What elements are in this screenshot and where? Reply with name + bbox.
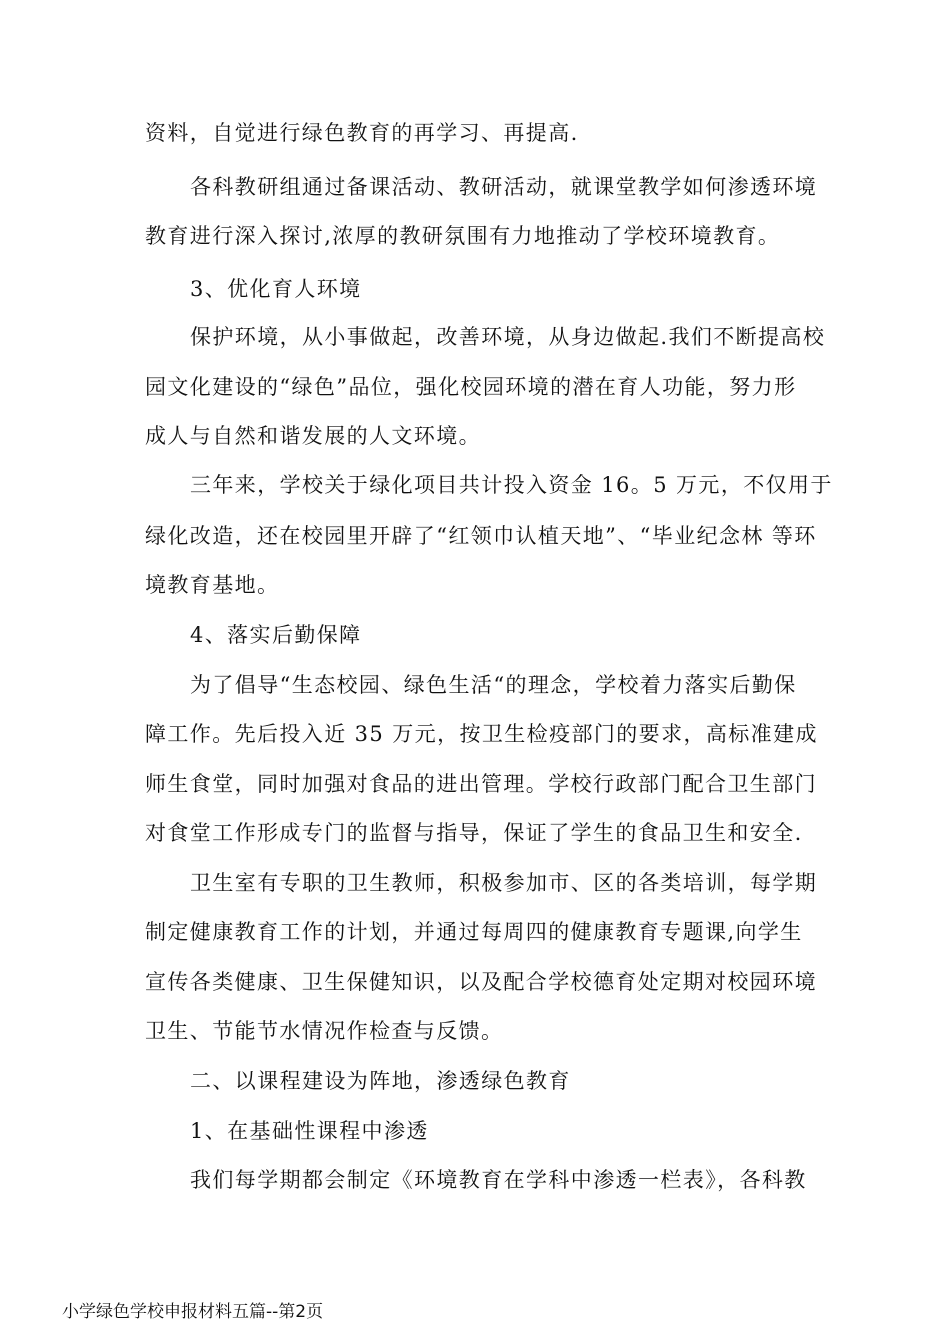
text-line: 园文化建设的“绿色”品位，强化校园环境的潜在育人功能，努力形: [145, 375, 797, 399]
text-line: 我们每学期都会制定《环境教育在学科中渗透一栏表》，各科教: [190, 1168, 807, 1192]
section-heading: 3、优化育人环境: [190, 277, 362, 301]
text-line: 师生食堂，同时加强对食品的进出管理。学校行政部门配合卫生部门: [145, 772, 817, 796]
text-line: 各科教研组通过备课活动、教研活动，就课堂教学如何渗透环境: [190, 175, 818, 199]
text-line: 保护环境，从小事做起，改善环境，从身边做起.我们不断提高校: [190, 325, 826, 349]
text-line: 三年来，学校关于绿化项目共计投入资金 16。5 万元，不仅用于: [190, 473, 833, 497]
text-line: 教育进行深入探讨,浓厚的教研氛围有力地推动了学校环境教育。: [145, 224, 781, 248]
text-line: 卫生、节能节水情况作检查与反馈。: [145, 1019, 504, 1043]
section-heading: 1、在基础性课程中渗透: [190, 1119, 429, 1143]
text-line: 制定健康教育工作的计划，并通过每周四的健康教育专题课,向学生: [145, 920, 803, 944]
text-line: 绿化改造，还在校园里开辟了“红领巾认植天地”、“毕业纪念林 等环: [145, 524, 817, 548]
text-line: 卫生室有专职的卫生教师，积极参加市、区的各类培训，每学期: [190, 871, 818, 895]
text-line: 为了倡导“生态校园、绿色生活“的理念，学校着力落实后勤保: [190, 673, 797, 697]
text-line: 成人与自然和谐发展的人文环境。: [145, 424, 481, 448]
section-heading: 4、落实后勤保障: [190, 623, 362, 647]
text-line: 宣传各类健康、卫生保健知识，以及配合学校德育处定期对校园环境: [145, 970, 817, 994]
text-line: 障工作。先后投入近 35 万元，按卫生检疫部门的要求，高标准建成: [145, 722, 818, 746]
text-line: 对食堂工作形成专门的监督与指导，保证了学生的食品卫生和安全.: [145, 821, 803, 845]
section-heading: 二、以课程建设为阵地，渗透绿色教育: [190, 1069, 571, 1093]
page-footer: 小学绿色学校申报材料五篇--第2页: [62, 1302, 324, 1322]
text-line: 资料，自觉进行绿色教育的再学习、再提高.: [145, 121, 579, 145]
text-line: 境教育基地。: [145, 573, 280, 597]
